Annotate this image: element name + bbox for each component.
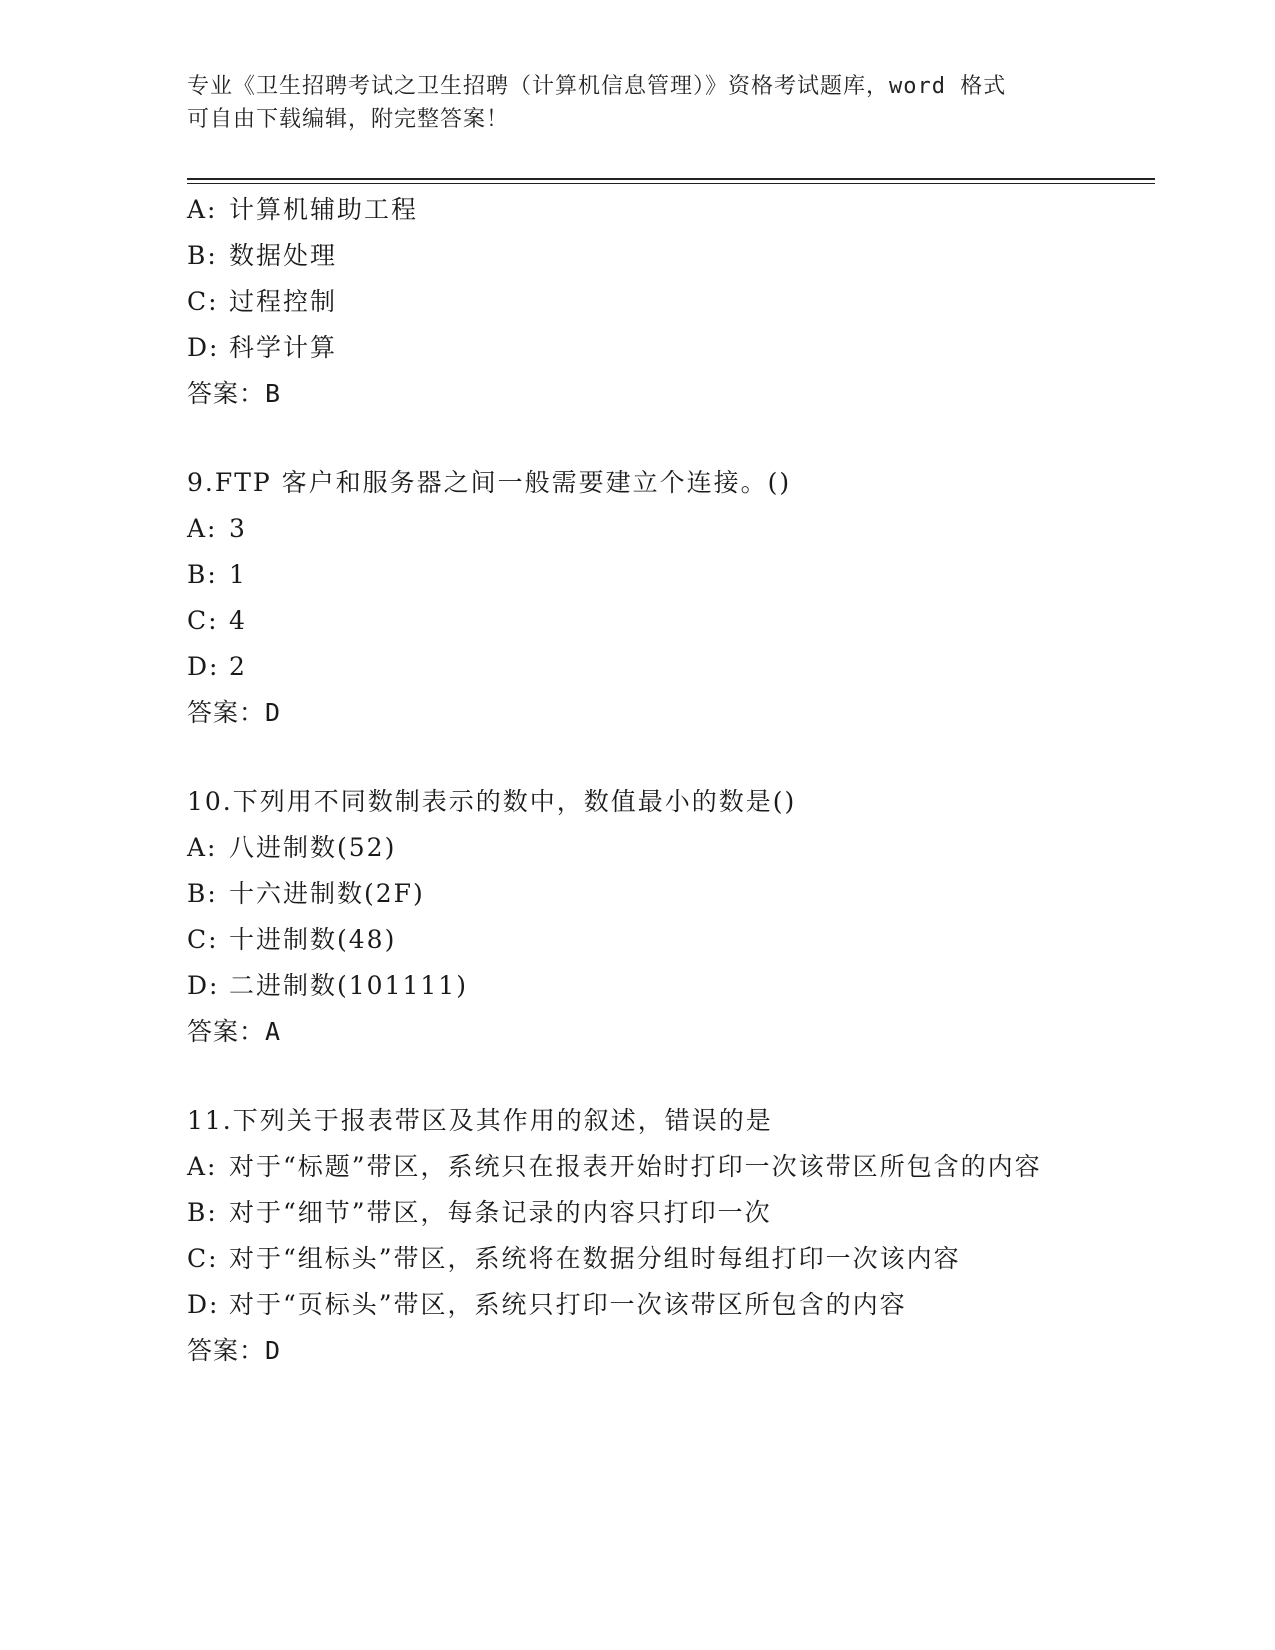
option-d: D: 对于“页标头”带区，系统只打印一次该带区所包含的内容	[187, 1290, 907, 1319]
option-b: B: 对于“细节”带区，每条记录的内容只打印一次	[187, 1198, 772, 1227]
question-text: 11.下列关于报表带区及其作用的叙述，错误的是	[187, 1106, 773, 1135]
header-divider-thick	[187, 178, 1155, 180]
option-c: C: 4	[187, 606, 247, 635]
option-a: A: 对于“标题”带区，系统只在报表开始时打印一次该带区所包含的内容	[187, 1152, 1042, 1181]
answer-line: 答案：A	[187, 1017, 282, 1046]
option-c: C: 十进制数(48)	[187, 925, 397, 954]
option-b: B: 1	[187, 560, 247, 589]
spacer	[187, 736, 1087, 779]
option-a: A: 计算机辅助工程	[187, 195, 419, 224]
option-c: C: 对于“组标头”带区，系统将在数据分组时每组打印一次该内容	[187, 1244, 961, 1273]
question-text: 9.FTP 客户和服务器之间一般需要建立个连接。()	[187, 468, 792, 497]
option-d: D: 二进制数(101111)	[187, 971, 468, 1000]
option-b: B: 十六进制数(2F)	[187, 879, 425, 908]
option-a: A: 八进制数(52)	[187, 833, 397, 862]
spacer	[187, 1055, 1087, 1098]
question-text: 10.下列用不同数制表示的数中，数值最小的数是()	[187, 787, 797, 816]
option-d: D: 2	[187, 652, 247, 681]
option-b: B: 数据处理	[187, 241, 338, 270]
option-c: C: 过程控制	[187, 287, 338, 316]
question-block-11	[187, 1098, 1087, 1374]
option-d: D: 科学计算	[187, 333, 338, 362]
header-divider-thin	[187, 183, 1155, 184]
answer-line: 答案：D	[187, 698, 282, 727]
answer-line: 答案：D	[187, 1336, 282, 1365]
question-block-10	[187, 779, 1087, 1055]
question-block-9	[187, 460, 1087, 736]
question-block-8	[187, 187, 1087, 417]
answer-line: 答案：B	[187, 379, 282, 408]
question-list	[187, 187, 1087, 1374]
header-line-2: 可自由下载编辑，附完整答案！	[187, 107, 510, 132]
header-line-1: 专业《卫生招聘考试之卫生招聘（计算机信息管理）》资格考试题库，word 格式	[187, 74, 1007, 99]
document-header	[187, 70, 1067, 136]
option-a: A: 3	[187, 514, 247, 543]
spacer	[187, 417, 1087, 460]
